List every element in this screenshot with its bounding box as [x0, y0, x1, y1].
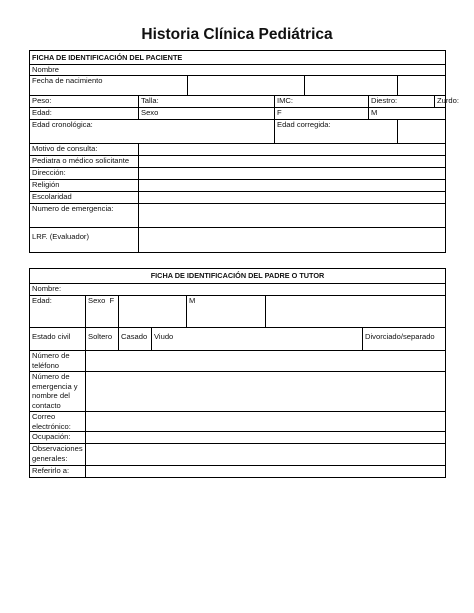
patient-birthdate-field-2[interactable]: [305, 75, 398, 95]
tutor-section-header: FICHA DE IDENTIFICACIÓN DEL PADRE O TUTOR: [30, 269, 446, 284]
tutor-occupation-label: Ocupación:: [30, 432, 86, 444]
patient-corrected-age-field[interactable]: Edad corregida:: [275, 119, 398, 143]
patient-address-field[interactable]: [139, 167, 446, 179]
patient-evaluator-label: LRF. (Evaluador): [30, 227, 139, 252]
tutor-married-option[interactable]: Casado: [119, 328, 152, 351]
tutor-age-field[interactable]: Edad:: [30, 296, 86, 328]
patient-reason-field[interactable]: [139, 143, 446, 155]
tutor-single-option[interactable]: Soltero: [86, 328, 119, 351]
patient-religion-label: Religión: [30, 179, 139, 191]
patient-reason-label: Motivo de consulta:: [30, 143, 139, 155]
tutor-referral-field[interactable]: [86, 466, 446, 478]
patient-name-field[interactable]: Nombre: [30, 65, 446, 76]
tutor-observations-label: Observaciones generales:: [30, 444, 86, 466]
tutor-sex-label: [86, 296, 119, 328]
patient-age-field[interactable]: Edad:: [30, 107, 139, 119]
tutor-name-field[interactable]: Nombre:: [30, 284, 446, 296]
patient-evaluator-field[interactable]: [139, 227, 446, 252]
tutor-email-label: Correo electrónico:: [30, 412, 86, 432]
tutor-widowed-option[interactable]: Viudo: [152, 328, 363, 351]
tutor-email-field[interactable]: [86, 412, 446, 432]
tutor-sex-f-option[interactable]: F: [109, 296, 115, 305]
patient-bmi-field[interactable]: IMC:: [275, 95, 369, 107]
patient-sex-m-option[interactable]: M: [369, 107, 446, 119]
tutor-emergency-contact-label: Número de emergencia y nombre del contacto: [30, 372, 86, 412]
patient-identification-table: [29, 50, 459, 253]
tutor-sex-extra-field[interactable]: [266, 296, 446, 328]
patient-corrected-age-extra[interactable]: [398, 119, 446, 143]
tutor-observations-field[interactable]: [86, 444, 446, 466]
tutor-sex-f-field[interactable]: [119, 296, 187, 328]
patient-religion-field[interactable]: [139, 179, 446, 191]
patient-birthdate-field[interactable]: [188, 75, 305, 95]
tutor-phone-label: Número de teléfono: [30, 351, 86, 372]
patient-weight-field[interactable]: Peso:: [30, 95, 139, 107]
page-title: Historia Clínica Pediátrica: [141, 26, 333, 43]
patient-sex-f-option[interactable]: F: [275, 107, 369, 119]
patient-birthdate-label: Fecha de nacimiento: [30, 75, 188, 95]
patient-right-handed-field[interactable]: Diestro:: [369, 95, 435, 107]
tutor-divorced-option[interactable]: Divorciado/separado: [363, 328, 446, 351]
patient-chronological-age-field[interactable]: Edad cronológica:: [30, 119, 275, 143]
patient-physician-field[interactable]: [139, 155, 446, 167]
patient-emergency-field[interactable]: [139, 203, 446, 227]
tutor-identification-table: [29, 268, 446, 478]
tutor-sex-m-option[interactable]: M: [187, 296, 266, 328]
patient-emergency-label: Numero de emergencia:: [30, 203, 139, 227]
patient-birthdate-field-3[interactable]: [398, 75, 446, 95]
tutor-emergency-contact-field[interactable]: [86, 372, 446, 412]
patient-schooling-label: Escolaridad: [30, 191, 139, 203]
patient-left-handed-field[interactable]: Zurdo:: [435, 95, 446, 107]
tutor-referral-label: Referirlo a:: [30, 466, 86, 478]
patient-physician-label: Pediatra o médico solicitante: [30, 155, 139, 167]
tutor-sex-label-text: Sexo: [88, 296, 106, 305]
patient-address-label: Dirección:: [30, 167, 139, 179]
tutor-marital-status-label: Estado civil: [30, 328, 86, 351]
patient-schooling-field[interactable]: [139, 191, 446, 203]
tutor-occupation-field[interactable]: [86, 432, 446, 444]
patient-height-field[interactable]: Talla:: [139, 95, 275, 107]
patient-sex-label: Sexo: [139, 107, 275, 119]
patient-section-header: FICHA DE IDENTIFICACIÓN DEL PACIENTE: [30, 51, 446, 65]
tutor-phone-field[interactable]: [86, 351, 446, 372]
